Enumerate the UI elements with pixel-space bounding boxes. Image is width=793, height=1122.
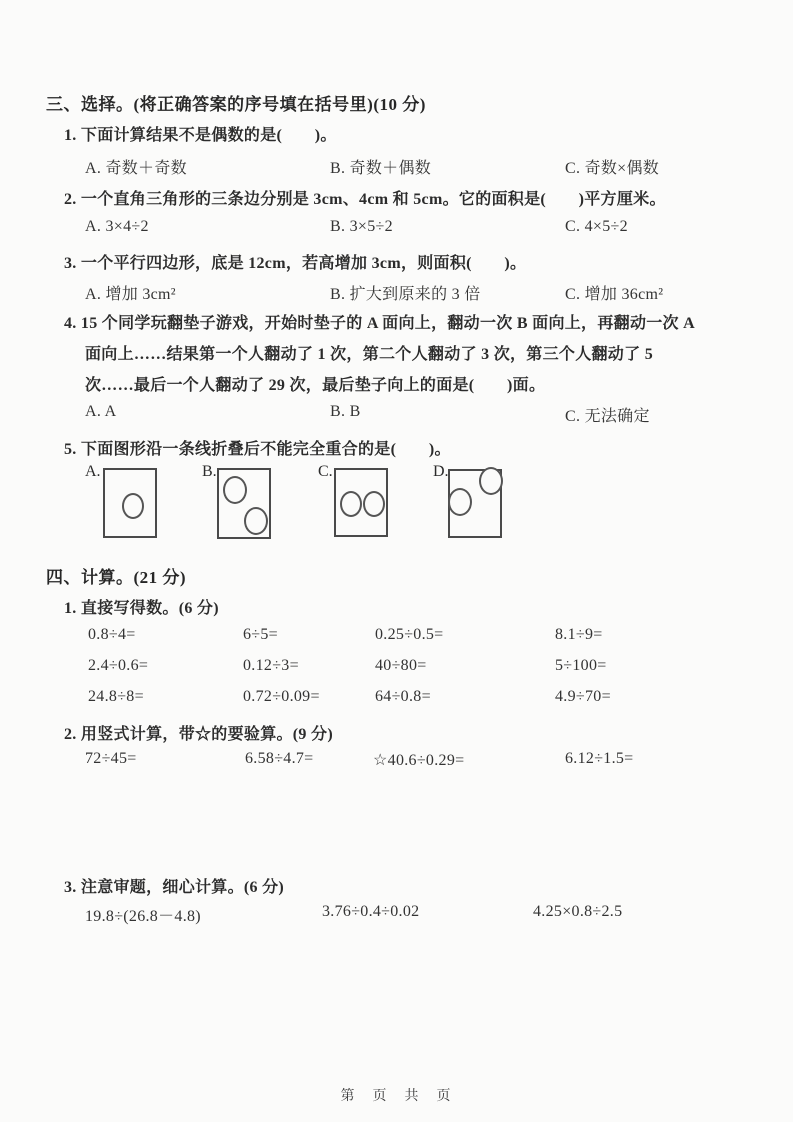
q1-option-c: C. 奇数×偶数	[565, 160, 660, 177]
section3-title: 三、选择。(将正确答案的序号填在括号里)(10 分)	[46, 95, 426, 114]
calc2-title: 2. 用竖式计算，带☆的要验算。(9 分)	[64, 726, 333, 743]
calc-expression: 3.76÷0.4÷0.02	[322, 903, 420, 920]
q3-options	[0, 281, 793, 303]
calc-expression: 2.4÷0.6=	[88, 657, 149, 674]
circle-icon	[340, 491, 362, 517]
calc1-row3	[0, 688, 793, 710]
figure-a-box	[103, 468, 157, 538]
calc1-row2	[0, 657, 793, 679]
q3-option-a: A. 增加 3cm²	[85, 286, 176, 303]
figure-a-label: A.	[85, 463, 101, 480]
q4-option-b: B. B	[330, 403, 361, 420]
calc-expression: 40÷80=	[375, 657, 427, 674]
circle-icon	[122, 493, 144, 519]
figure-b-box	[217, 468, 271, 539]
q2-option-a: A. 3×4÷2	[85, 218, 149, 235]
calc3-row	[0, 903, 793, 925]
q2-statement: 2. 一个直角三角形的三条边分别是 3cm、4cm 和 5cm。它的面积是( )平方厘米。	[64, 191, 666, 208]
figure-d-label: D.	[433, 463, 449, 480]
calc-expression: 5÷100=	[555, 657, 607, 674]
calc3-title: 3. 注意审题，细心计算。(6 分)	[64, 879, 285, 896]
calc1-title: 1. 直接写得数。(6 分)	[64, 600, 219, 617]
calc-expression: 0.25÷0.5=	[375, 626, 444, 643]
q4-options	[0, 403, 793, 425]
circle-icon	[363, 491, 385, 517]
q2-option-b: B. 3×5÷2	[330, 218, 393, 235]
calc1-row1	[0, 626, 793, 648]
calc-expression: 24.8÷8=	[88, 688, 144, 705]
q4-statement-line1: 4. 15 个同学玩翻垫子游戏，开始时垫子的 A 面向上，翻动一次 B 面向上，再翻动一次 A	[64, 315, 695, 332]
calc2-row	[0, 750, 793, 772]
calc-expression: 64÷0.8=	[375, 688, 431, 705]
q4-statement-line3: 次……最后一个人翻动了 29 次，最后垫子向上的面是( )面。	[85, 377, 546, 394]
q2-option-c: C. 4×5÷2	[565, 218, 628, 235]
figure-d-box	[448, 469, 502, 538]
circle-icon	[223, 476, 247, 504]
page-footer: 第 页 共 页	[340, 1089, 453, 1104]
calc-expression: 6.12÷1.5=	[565, 750, 634, 767]
section4-title: 四、计算。(21 分)	[46, 568, 187, 587]
figure-b-label: B.	[202, 463, 217, 480]
circle-icon	[244, 507, 268, 535]
calc-expression: 0.12÷3=	[243, 657, 299, 674]
q5-statement: 5. 下面图形沿一条线折叠后不能完全重合的是( )。	[64, 441, 451, 458]
q1-options	[0, 155, 793, 177]
q4-option-c: C. 无法确定	[565, 408, 650, 425]
circle-icon	[448, 488, 472, 516]
q1-option-b: B. 奇数＋偶数	[330, 160, 432, 177]
calc-expression: 6÷5=	[243, 626, 279, 643]
calc-expression: 19.8÷(26.8－4.8)	[85, 908, 201, 925]
calc-expression: 4.25×0.8÷2.5	[533, 903, 623, 920]
q2-options	[0, 218, 793, 240]
calc-expression: 4.9÷70=	[555, 688, 611, 705]
q3-option-c: C. 增加 36cm²	[565, 286, 664, 303]
figure-c-label: C.	[318, 463, 333, 480]
q3-statement: 3. 一个平行四边形，底是 12cm，若高增加 3cm，则面积( )。	[64, 255, 527, 272]
calc-expression: 0.8÷4=	[88, 626, 136, 643]
q3-option-b: B. 扩大到原来的 3 倍	[330, 286, 481, 303]
q1-option-a: A. 奇数＋奇数	[85, 160, 187, 177]
calc-expression: 6.58÷4.7=	[245, 750, 314, 767]
q1-statement: 1. 下面计算结果不是偶数的是( )。	[64, 127, 337, 144]
calc-expression-star: ☆40.6÷0.29=	[373, 752, 465, 769]
calc-expression: 72÷45=	[85, 750, 137, 767]
q4-option-a: A. A	[85, 403, 117, 420]
figure-c-box	[334, 468, 388, 537]
calc-expression: 0.72÷0.09=	[243, 688, 320, 705]
calc-expression: 8.1÷9=	[555, 626, 603, 643]
circle-icon	[479, 467, 503, 495]
q4-statement-line2: 面向上……结果第一个人翻动了 1 次，第二个人翻动了 3 次，第三个人翻动了 5	[85, 346, 654, 363]
